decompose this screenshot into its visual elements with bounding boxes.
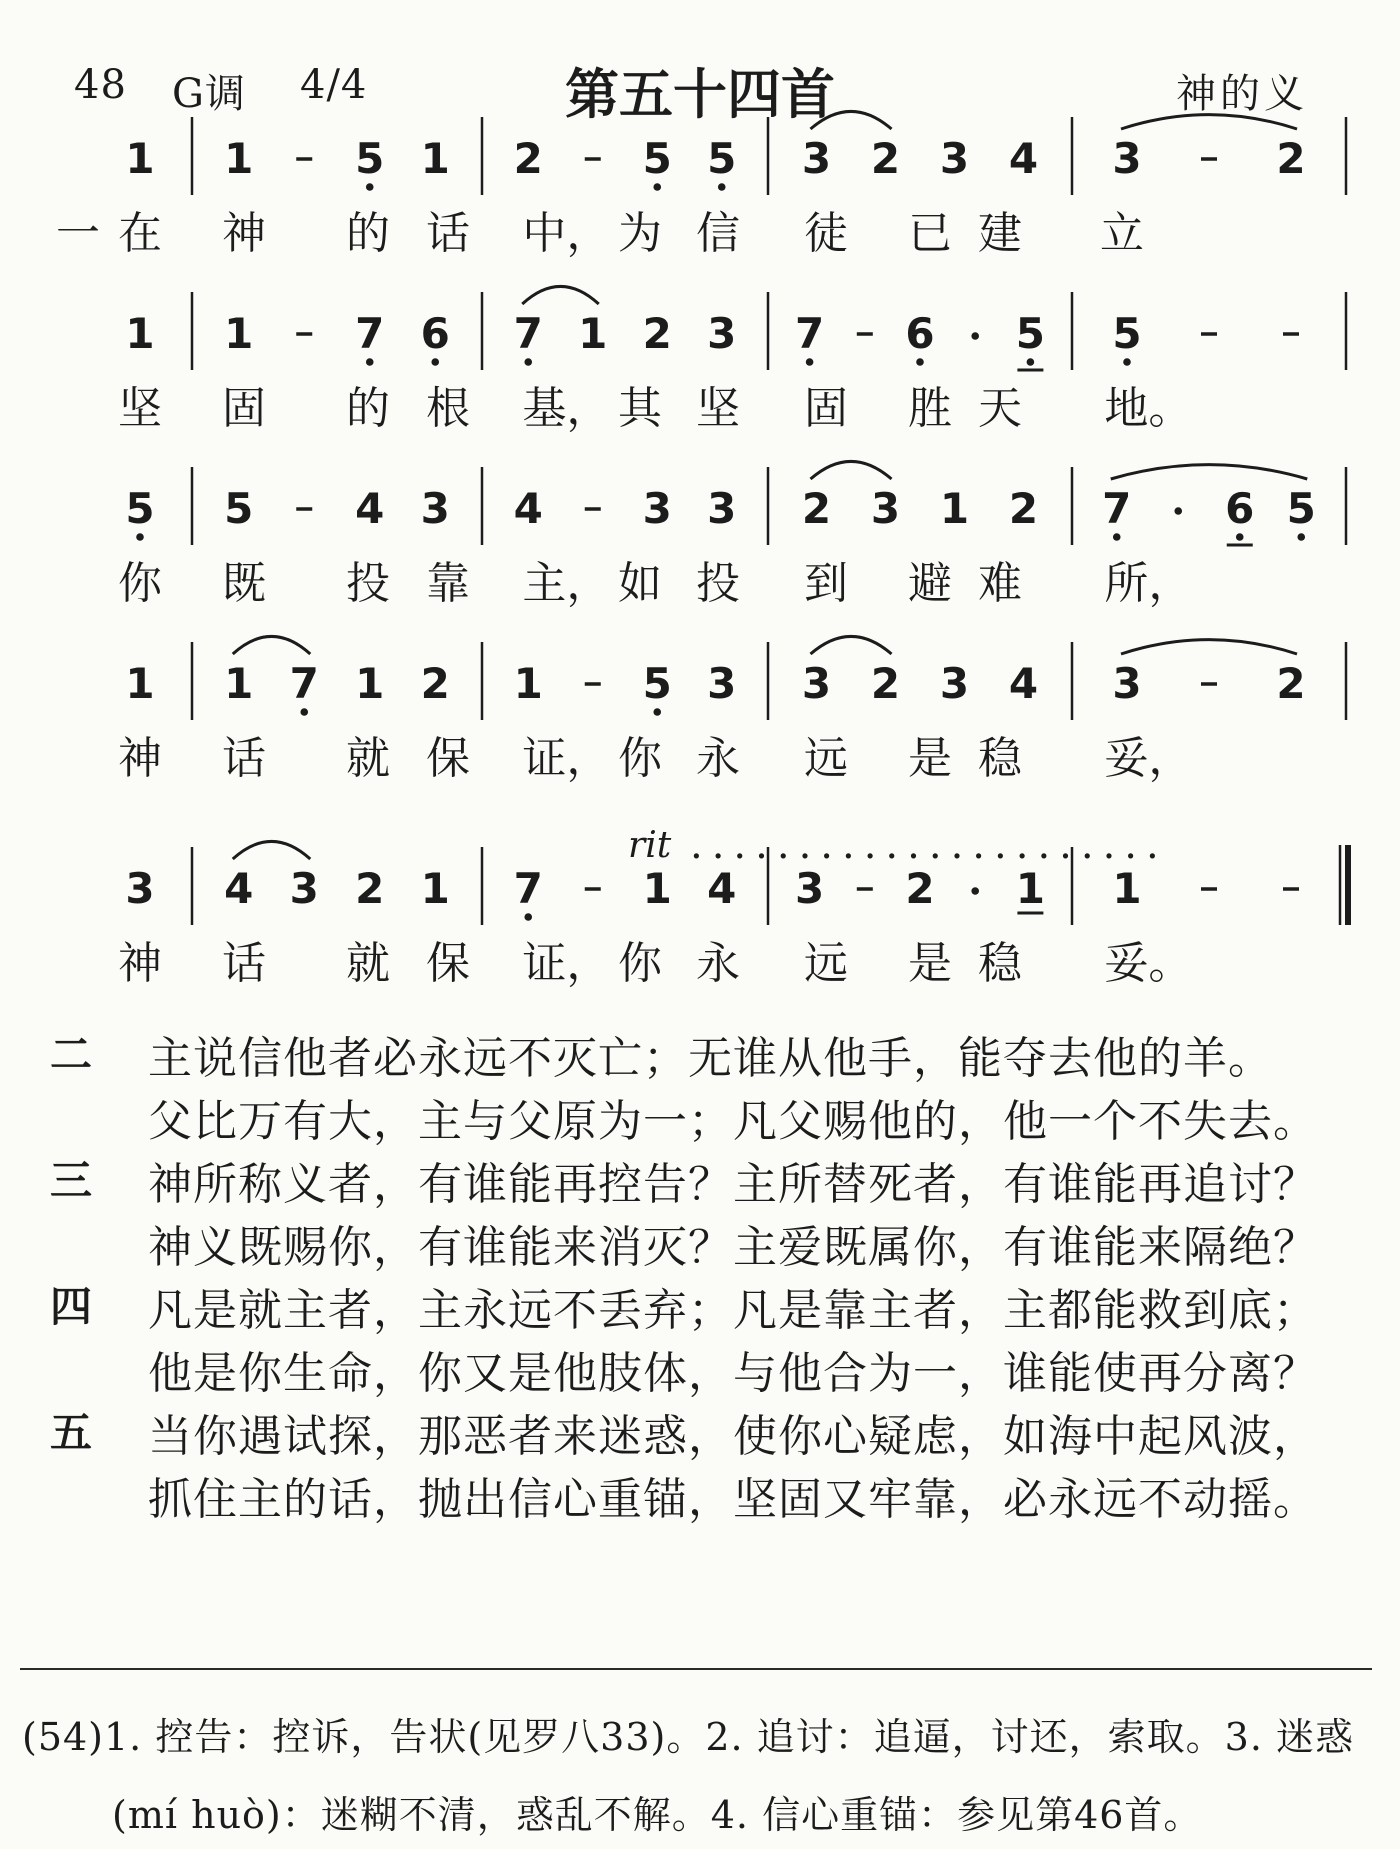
- lyric-syllable: 固: [804, 383, 848, 434]
- note: 3: [939, 134, 970, 183]
- note: 5: [1112, 309, 1142, 358]
- note: 1: [642, 864, 672, 913]
- verse-line: [0, 1085, 1400, 1145]
- lyric-syllable: 永: [696, 938, 740, 989]
- lyric-syllable: 在: [118, 208, 162, 259]
- footnote-line: (mí huò)：迷糊不清，惑乱不解。4. 信心重锚：参见第46首。: [112, 1793, 1203, 1837]
- hymn-number: 48: [74, 62, 127, 108]
- lyric-syllable: 你: [618, 938, 662, 989]
- score-row: [0, 115, 1400, 259]
- slur: [811, 636, 892, 654]
- lyric-syllable: 所，: [1104, 558, 1193, 609]
- notation-line: [0, 115, 1400, 195]
- note: 7: [513, 864, 543, 913]
- note: 1: [125, 134, 155, 183]
- lyric-syllable: 妥。: [1104, 938, 1193, 989]
- lyric-syllable: 基，: [522, 383, 611, 434]
- note: 3: [289, 864, 319, 913]
- note: 5: [224, 484, 254, 533]
- lyric-line: [0, 372, 1400, 434]
- lyric-syllable: 徒: [804, 208, 848, 259]
- lyric-syllable: 就: [346, 938, 390, 989]
- lyric-syllable: 神: [118, 733, 162, 784]
- note: 2: [1008, 484, 1039, 533]
- note: 3: [801, 659, 832, 708]
- verse-line: [0, 1463, 1400, 1523]
- note: 4: [224, 864, 254, 913]
- verse-text: 抓住主的话，抛出信心重锚，坚固又牢靠，必永远不动摇。: [148, 1474, 1318, 1525]
- augmentation-dot: [1174, 507, 1182, 515]
- lyric-syllable: 难: [978, 558, 1022, 609]
- note: 3: [125, 864, 155, 913]
- note: 2: [642, 309, 672, 358]
- low-octave-dot: [916, 358, 924, 366]
- note: 1: [224, 659, 254, 708]
- lyric-syllable: 建: [978, 208, 1022, 259]
- lyric-syllable: 为: [618, 208, 662, 259]
- lyric-syllable: 稳: [978, 938, 1022, 989]
- verse-text: 他是你生命，你又是他肢体，与他合为一，谁能使再分离？: [148, 1348, 1318, 1399]
- verse-line: [0, 1148, 1400, 1208]
- low-octave-dot: [806, 358, 814, 366]
- note: 5: [355, 134, 385, 183]
- notation-line: [0, 465, 1400, 545]
- lyric-syllable: 保: [426, 938, 470, 989]
- low-octave-dot: [431, 358, 439, 366]
- lyric-syllable: 是: [908, 733, 952, 784]
- note: 3: [1112, 659, 1142, 708]
- verse-text: 神义既赐你，有谁能来消灭？主爱既属你，有谁能来隔绝？: [148, 1222, 1318, 1273]
- note: 6: [905, 309, 935, 358]
- note: 1: [355, 659, 385, 708]
- verse-number: 五: [50, 1408, 93, 1457]
- low-octave-dot: [136, 533, 144, 541]
- verse-line: [0, 1274, 1400, 1334]
- lyric-syllable: 永: [696, 733, 740, 784]
- low-octave-dot: [300, 708, 308, 716]
- lyric-syllable: 的: [346, 208, 390, 259]
- verse-line: [0, 1022, 1400, 1082]
- note: 4: [355, 484, 385, 533]
- low-octave-dot: [1123, 358, 1131, 366]
- verse-number: 二: [50, 1030, 93, 1079]
- note: 4: [1008, 134, 1039, 183]
- time-signature: 4/4: [300, 62, 368, 108]
- low-octave-dot: [1297, 533, 1305, 541]
- note: 2: [870, 134, 901, 183]
- note: 2: [1276, 134, 1306, 183]
- lyric-syllable: 妥，: [1104, 733, 1193, 784]
- lyric-syllable: 地。: [1104, 383, 1193, 434]
- note: 1: [1112, 864, 1142, 913]
- lyric-syllable: 天: [978, 383, 1022, 434]
- note: 1: [420, 134, 450, 183]
- augmentation-dot: [971, 887, 979, 895]
- note: 3: [801, 134, 832, 183]
- note: 5: [642, 659, 672, 708]
- slur: [1111, 465, 1308, 479]
- lyric-syllable: 投: [346, 558, 390, 609]
- lyric-syllable: 到: [804, 558, 848, 609]
- note: 5: [1015, 309, 1046, 358]
- note: 3: [1112, 134, 1142, 183]
- lyric-syllable: 中，: [522, 208, 611, 259]
- verse-text: 父比万有大，主与父原为一；凡父赐他的，他一个不失去。: [148, 1096, 1318, 1147]
- lyric-syllable: 靠: [426, 558, 470, 609]
- lyric-syllable: 立: [1100, 208, 1144, 259]
- score-row: [0, 640, 1400, 784]
- slur: [233, 636, 311, 654]
- key-signature: G调: [172, 71, 246, 117]
- lyric-syllable: 保: [426, 733, 470, 784]
- score-row: [0, 465, 1400, 609]
- low-octave-dot: [524, 358, 532, 366]
- note: 5: [707, 134, 737, 183]
- low-octave-dot: [718, 183, 726, 191]
- note: 5: [125, 484, 155, 533]
- lyric-syllable: 信: [696, 208, 740, 259]
- note: 1: [224, 134, 254, 183]
- note: 7: [1102, 484, 1132, 533]
- note: 3: [707, 309, 737, 358]
- note: 3: [707, 659, 737, 708]
- note: 1: [1015, 864, 1046, 913]
- note: 1: [578, 309, 608, 358]
- note: 1: [420, 864, 450, 913]
- note: 3: [939, 659, 970, 708]
- note: 2: [355, 864, 385, 913]
- notation-line: [0, 640, 1400, 720]
- note: 2: [801, 484, 832, 533]
- note: 2: [513, 134, 543, 183]
- verse-line: [0, 1211, 1400, 1271]
- note: 7: [794, 309, 825, 358]
- lyric-line: [0, 547, 1400, 609]
- footnote-line: (54)1. 控告：控诉，告状(见罗八33)。2. 追讨：追逼，讨还，索取。3. 迷惑: [22, 1715, 1355, 1759]
- lyric-syllable: 已: [908, 208, 952, 259]
- note: 1: [224, 309, 254, 358]
- hymn-title: 第五十四首: [565, 63, 835, 126]
- ritardando-extension: ......................: [690, 822, 1168, 868]
- low-octave-dot: [1027, 358, 1035, 366]
- note: 3: [642, 484, 672, 533]
- slur: [522, 286, 599, 304]
- note: 7: [289, 659, 319, 708]
- lyric-syllable: 的: [346, 383, 390, 434]
- score-row: [0, 290, 1400, 434]
- lyric-syllable: 你: [118, 558, 162, 609]
- verse-number: 四: [50, 1282, 93, 1331]
- note: 1: [513, 659, 543, 708]
- lyric-syllable: 其: [618, 383, 662, 434]
- augmentation-dot: [971, 332, 979, 340]
- verse-text: 凡是就主者，主永远不丢弃；凡是靠主者，主都能救到底；: [148, 1285, 1318, 1336]
- lyric-syllable: 话: [426, 208, 470, 259]
- hymn-category: 神的义: [1176, 71, 1308, 117]
- lyric-syllable: 坚: [118, 383, 162, 434]
- lyric-syllable: 话: [222, 938, 266, 989]
- lyric-syllable: 稳: [978, 733, 1022, 784]
- verse-text: 当你遇试探，那恶者来迷惑，使你心疑虑，如海中起风波，: [148, 1411, 1318, 1462]
- note: 7: [355, 309, 385, 358]
- note: 1: [125, 309, 155, 358]
- lyric-line: [0, 722, 1400, 784]
- low-octave-dot: [524, 913, 532, 921]
- lyric-syllable: 避: [908, 558, 952, 609]
- lyric-syllable: 固: [222, 383, 266, 434]
- low-octave-dot: [1236, 533, 1244, 541]
- low-octave-dot: [653, 708, 661, 716]
- verse-text: 神所称义者，有谁能再控告？主所替死者，有谁能再追讨？: [148, 1159, 1318, 1210]
- note: 4: [707, 864, 737, 913]
- lyric-syllable: 坚: [696, 383, 740, 434]
- lyric-syllable: 证，: [522, 938, 611, 989]
- note: 2: [905, 864, 935, 913]
- lyric-syllable: 远: [804, 938, 848, 989]
- note: 3: [707, 484, 737, 533]
- lyric-syllable: 话: [222, 733, 266, 784]
- note: 2: [1276, 659, 1306, 708]
- lyric-syllable: 胜: [908, 383, 952, 434]
- slur: [1121, 115, 1297, 129]
- lyric-syllable: 远: [804, 733, 848, 784]
- note: 3: [420, 484, 450, 533]
- slur: [811, 461, 892, 479]
- lyric-syllable: 根: [426, 383, 470, 434]
- lyric-line: [0, 927, 1400, 989]
- verse-line: [0, 1337, 1400, 1397]
- note: 3: [870, 484, 901, 533]
- footnote-divider: [20, 1668, 1372, 1670]
- note: 6: [420, 309, 450, 358]
- note: 2: [420, 659, 450, 708]
- lyric-syllable: 是: [908, 938, 952, 989]
- slur: [233, 841, 311, 859]
- verse-text: 主说信他者必永远不灭亡；无谁从他手，能夺去他的羊。: [148, 1033, 1273, 1084]
- note: 2: [870, 659, 901, 708]
- lyric-syllable: 一: [56, 208, 100, 259]
- notation-line: [0, 290, 1400, 370]
- low-octave-dot: [1113, 533, 1121, 541]
- lyric-syllable: 投: [696, 558, 740, 609]
- ritardando-mark: rit: [628, 825, 672, 866]
- lyric-syllable: 神: [222, 208, 266, 259]
- low-octave-dot: [366, 358, 374, 366]
- note: 7: [513, 309, 543, 358]
- verse-number: 三: [50, 1156, 93, 1205]
- low-octave-dot: [653, 183, 661, 191]
- lyric-syllable: 证，: [522, 733, 611, 784]
- verse-line: [0, 1400, 1400, 1460]
- lyric-syllable: 如: [618, 558, 662, 609]
- note: 5: [1286, 484, 1316, 533]
- lyric-syllable: 既: [222, 558, 266, 609]
- note: 5: [642, 134, 672, 183]
- low-octave-dot: [366, 183, 374, 191]
- note: 4: [513, 484, 543, 533]
- lyric-syllable: 你: [618, 733, 662, 784]
- lyric-syllable: 主，: [522, 558, 611, 609]
- note: 1: [125, 659, 155, 708]
- note: 1: [939, 484, 970, 533]
- lyric-syllable: 就: [346, 733, 390, 784]
- lyric-syllable: 神: [118, 938, 162, 989]
- note: 3: [794, 864, 825, 913]
- slur: [1121, 640, 1297, 654]
- lyric-line: [0, 197, 1400, 259]
- note: 4: [1008, 659, 1039, 708]
- note: 6: [1225, 484, 1255, 533]
- slur: [811, 111, 892, 129]
